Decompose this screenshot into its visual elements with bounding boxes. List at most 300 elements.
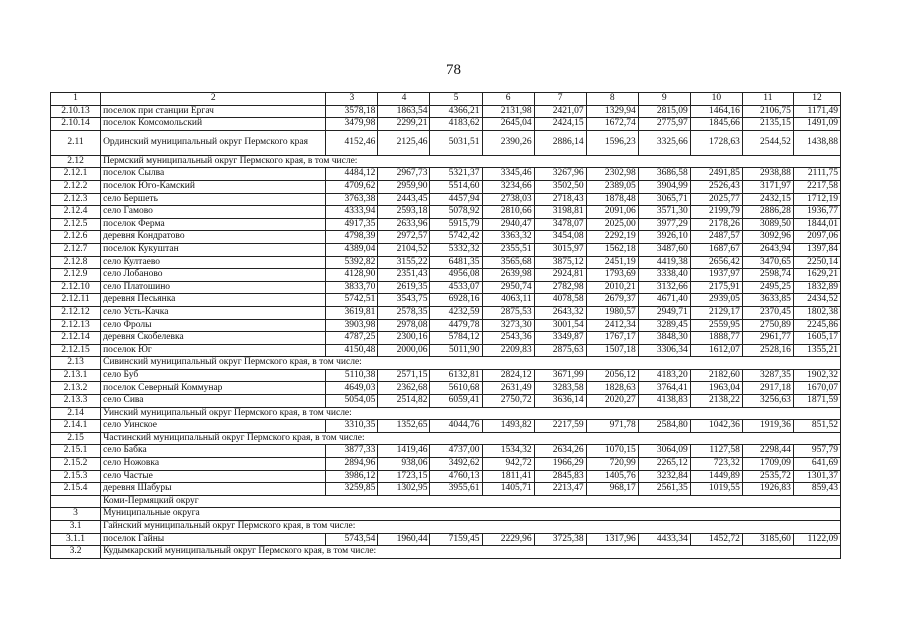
section-title-cell: Уинский муниципальный округ Пермского края, в том числе: [101,407,841,420]
value-cell: 3132,66 [638,281,690,294]
value-cell: 2561,35 [638,483,690,496]
value-cell: 4709,62 [326,180,378,193]
row-code-cell: 2.15 [51,432,101,445]
table-row [51,243,841,256]
value-cell: 1832,89 [793,281,840,294]
value-cell: 2056,12 [586,369,638,382]
value-cell: 2104,52 [378,243,430,256]
table-row [51,420,841,433]
value-cell: 1629,21 [793,269,840,282]
value-cell: 3619,81 [326,306,378,319]
value-cell: 720,99 [586,458,638,471]
row-name-cell: поселок Юго-Камский [101,180,326,193]
value-cell: 2738,03 [482,193,534,206]
value-cell: 1845,66 [690,118,742,131]
value-cell: 3487,60 [638,243,690,256]
table-row [51,118,841,131]
value-cell: 2938,88 [742,168,793,181]
row-code-cell: 2.12.14 [51,332,101,345]
column-number-cell: 8 [586,93,638,106]
section-row [51,546,841,559]
row-name-cell: село Гамово [101,206,326,219]
value-cell: 2886,14 [534,130,586,155]
column-number-cell: 9 [638,93,690,106]
value-cell: 1888,77 [690,332,742,345]
table-row [51,105,841,118]
value-cell: 2924,81 [534,269,586,282]
row-name-cell: поселок Ферма [101,218,326,231]
value-cell: 1793,69 [586,269,638,282]
value-cell: 2178,26 [690,218,742,231]
value-cell: 2432,15 [742,193,793,206]
section-title-cell: Кудымкарский муниципальный округ Пермского края, в том числе: [101,546,841,559]
table-row [51,206,841,219]
value-cell: 2020,27 [586,395,638,408]
value-cell: 2175,91 [690,281,742,294]
value-cell: 1171,49 [793,105,840,118]
value-cell: 1863,54 [378,105,430,118]
value-cell: 2355,51 [482,243,534,256]
value-cell: 4128,90 [326,269,378,282]
value-cell: 3338,40 [638,269,690,282]
value-cell: 7159,45 [430,533,482,546]
value-cell: 2598,74 [742,269,793,282]
value-cell: 1926,83 [742,483,793,496]
row-name-cell: село Лобаново [101,269,326,282]
table-row [51,130,841,155]
value-cell: 2209,83 [482,344,534,357]
value-cell: 4533,07 [430,281,482,294]
value-cell: 1596,23 [586,130,638,155]
table-row [51,256,841,269]
value-cell: 2845,83 [534,470,586,483]
value-cell: 4649,03 [326,382,378,395]
value-cell: 2875,63 [534,344,586,357]
value-cell: 3256,63 [742,395,793,408]
value-cell: 2302,98 [586,168,638,181]
value-cell: 2111,75 [793,168,840,181]
column-number-cell: 2 [101,93,326,106]
row-name-cell: поселок Сылва [101,168,326,181]
column-number-row [51,93,841,106]
value-cell: 1070,15 [586,445,638,458]
value-cell: 3259,85 [326,483,378,496]
row-code-cell: 2.12.7 [51,243,101,256]
value-cell: 3986,12 [326,470,378,483]
section-title-cell: Сивинский муниципальный округ Пермского края, в том числе: [101,357,841,370]
value-cell: 3273,30 [482,319,534,332]
value-cell: 3015,97 [534,243,586,256]
value-cell: 5011,90 [430,344,482,357]
value-cell: 1936,77 [793,206,840,219]
value-cell: 4484,12 [326,168,378,181]
value-cell: 3349,87 [534,332,586,345]
value-cell: 2097,06 [793,231,840,244]
value-cell: 3875,12 [534,256,586,269]
value-cell: 2643,94 [742,243,793,256]
value-cell: 2544,52 [742,130,793,155]
row-code-cell: 2.14.1 [51,420,101,433]
value-cell: 971,78 [586,420,638,433]
value-cell: 1464,16 [690,105,742,118]
value-cell: 2526,43 [690,180,742,193]
value-cell: 2217,59 [534,420,586,433]
table-row [51,332,841,345]
value-cell: 2451,19 [586,256,638,269]
value-cell: 2434,52 [793,294,840,307]
section-title-cell: Коми-Пермяцкий округ [101,495,841,508]
value-cell: 3283,58 [534,382,586,395]
value-cell: 942,72 [482,458,534,471]
section-row [51,155,841,168]
table-row [51,445,841,458]
value-cell: 4063,11 [482,294,534,307]
value-cell: 2390,26 [482,130,534,155]
value-cell: 851,52 [793,420,840,433]
value-cell: 2217,58 [793,180,840,193]
value-cell: 5031,51 [430,130,482,155]
value-cell: 1672,74 [586,118,638,131]
value-cell: 4787,25 [326,332,378,345]
value-cell: 1562,18 [586,243,638,256]
value-cell: 1612,07 [690,344,742,357]
value-cell: 3543,75 [378,294,430,307]
value-cell: 2578,35 [378,306,430,319]
value-cell: 1419,46 [378,445,430,458]
value-cell: 2129,17 [690,306,742,319]
value-cell: 4956,08 [430,269,482,282]
value-cell: 2633,96 [378,218,430,231]
value-cell: 1491,09 [793,118,840,131]
value-cell: 2782,98 [534,281,586,294]
value-cell: 1405,76 [586,470,638,483]
row-name-cell: Ординский муниципальный округ Пермского края [101,130,326,155]
value-cell: 3633,85 [742,294,793,307]
value-cell: 2961,77 [742,332,793,345]
value-cell: 2824,12 [482,369,534,382]
value-cell: 2950,74 [482,281,534,294]
value-cell: 1828,63 [586,382,638,395]
row-name-cell: поселок Юг [101,344,326,357]
value-cell: 3232,84 [638,470,690,483]
value-cell: 3001,54 [534,319,586,332]
value-cell: 3306,34 [638,344,690,357]
row-code-cell: 2.15.2 [51,458,101,471]
value-cell: 5110,38 [326,369,378,382]
row-code-cell: 2.14 [51,407,101,420]
value-cell: 1767,17 [586,332,638,345]
value-cell: 3565,68 [482,256,534,269]
value-cell: 2959,90 [378,180,430,193]
value-cell: 723,32 [690,458,742,471]
value-cell: 3287,35 [742,369,793,382]
value-cell: 6059,41 [430,395,482,408]
value-cell: 2571,15 [378,369,430,382]
value-cell: 1352,65 [378,420,430,433]
value-cell: 2750,89 [742,319,793,332]
value-cell: 1919,36 [742,420,793,433]
value-cell: 3267,96 [534,168,586,181]
value-cell: 3833,70 [326,281,378,294]
value-cell: 3234,66 [482,180,534,193]
value-cell: 2593,18 [378,206,430,219]
row-code-cell: 3 [51,508,101,521]
table-row [51,533,841,546]
row-name-cell: поселок Комсомольский [101,118,326,131]
column-number-cell: 12 [793,93,840,106]
row-code-cell: 2.12 [51,155,101,168]
value-cell: 3977,29 [638,218,690,231]
value-cell: 3848,30 [638,332,690,345]
value-cell: 2424,15 [534,118,586,131]
value-cell: 3310,35 [326,420,378,433]
value-cell: 641,69 [793,458,840,471]
value-cell: 2000,06 [378,344,430,357]
value-cell: 4457,94 [430,193,482,206]
value-cell: 2949,71 [638,306,690,319]
value-cell: 2939,05 [690,294,742,307]
value-cell: 2894,96 [326,458,378,471]
value-cell: 5742,42 [430,231,482,244]
value-cell: 3479,98 [326,118,378,131]
row-code-cell: 2.15.3 [51,470,101,483]
table-row [51,231,841,244]
value-cell: 2298,44 [742,445,793,458]
table-row [51,319,841,332]
row-name-cell: поселок Северный Коммунар [101,382,326,395]
row-code-cell: 2.12.12 [51,306,101,319]
value-cell: 3492,62 [430,458,482,471]
value-cell: 1507,18 [586,344,638,357]
value-cell: 1687,67 [690,243,742,256]
row-code-cell: 2.12.1 [51,168,101,181]
value-cell: 6928,16 [430,294,482,307]
section-row [51,508,841,521]
value-cell: 3363,32 [482,231,534,244]
value-cell: 2106,75 [742,105,793,118]
value-cell: 2528,16 [742,344,793,357]
value-cell: 3877,33 [326,445,378,458]
value-cell: 2370,45 [742,306,793,319]
value-cell: 3904,99 [638,180,690,193]
table-body [51,93,841,559]
row-code-cell: 2.15.4 [51,483,101,496]
column-number-cell: 3 [326,93,378,106]
row-code-cell: 2.12.10 [51,281,101,294]
value-cell: 3325,66 [638,130,690,155]
value-cell: 1397,84 [793,243,840,256]
value-cell: 2010,21 [586,281,638,294]
value-cell: 2940,47 [482,218,534,231]
value-cell: 2815,09 [638,105,690,118]
row-code-cell: 2.12.3 [51,193,101,206]
value-cell: 2299,21 [378,118,430,131]
row-code-cell: 2.12.13 [51,319,101,332]
value-cell: 1728,63 [690,130,742,155]
row-code-cell: 2.12.6 [51,231,101,244]
value-cell: 4479,78 [430,319,482,332]
value-cell: 1449,89 [690,470,742,483]
row-code-cell: 2.13.1 [51,369,101,382]
column-number-cell: 11 [742,93,793,106]
row-code-cell: 2.13 [51,357,101,370]
value-cell: 4671,40 [638,294,690,307]
value-cell: 5915,79 [430,218,482,231]
row-code-cell: 2.13.2 [51,382,101,395]
value-cell: 4232,59 [430,306,482,319]
value-cell: 2199,79 [690,206,742,219]
value-cell: 2631,49 [482,382,534,395]
value-cell: 3065,71 [638,193,690,206]
value-cell: 4150,48 [326,344,378,357]
value-cell: 4183,62 [430,118,482,131]
value-cell: 2559,95 [690,319,742,332]
value-cell: 968,17 [586,483,638,496]
value-cell: 2514,82 [378,395,430,408]
row-name-cell: село Платошино [101,281,326,294]
row-name-cell: деревня Скобелевка [101,332,326,345]
value-cell: 2718,43 [534,193,586,206]
table-row [51,369,841,382]
value-cell: 2182,60 [690,369,742,382]
value-cell: 3926,10 [638,231,690,244]
value-cell: 3185,60 [742,533,793,546]
value-cell: 5054,05 [326,395,378,408]
value-cell: 2886,28 [742,206,793,219]
value-cell: 2917,18 [742,382,793,395]
value-cell: 1605,17 [793,332,840,345]
value-cell: 1712,19 [793,193,840,206]
table-row [51,193,841,206]
value-cell: 1723,15 [378,470,430,483]
value-cell: 3502,50 [534,180,586,193]
value-cell: 1317,96 [586,533,638,546]
row-code-cell: 3.2 [51,546,101,559]
value-cell: 1963,04 [690,382,742,395]
value-cell: 3345,46 [482,168,534,181]
row-code-cell: 2.12.11 [51,294,101,307]
value-cell: 3289,45 [638,319,690,332]
value-cell: 2443,45 [378,193,430,206]
value-cell: 1811,41 [482,470,534,483]
value-cell: 2389,05 [586,180,638,193]
value-cell: 1709,09 [742,458,793,471]
value-cell: 3764,41 [638,382,690,395]
value-cell: 2619,35 [378,281,430,294]
value-cell: 1438,88 [793,130,840,155]
value-cell: 6481,35 [430,256,482,269]
value-cell: 3671,99 [534,369,586,382]
value-cell: 2362,68 [378,382,430,395]
value-cell: 2967,73 [378,168,430,181]
value-cell: 5742,51 [326,294,378,307]
row-code-cell: 2.12.8 [51,256,101,269]
value-cell: 1452,72 [690,533,742,546]
column-number-cell: 5 [430,93,482,106]
value-cell: 3686,58 [638,168,690,181]
row-name-cell: поселок Кукуштан [101,243,326,256]
value-cell: 3955,61 [430,483,482,496]
value-cell: 2656,42 [690,256,742,269]
section-title-cell: Частинский муниципальный округ Пермского края, в том числе: [101,432,841,445]
value-cell: 3578,18 [326,105,378,118]
value-cell: 3089,50 [742,218,793,231]
table-row [51,281,841,294]
value-cell: 2679,37 [586,294,638,307]
value-cell: 5392,82 [326,256,378,269]
value-cell: 2643,32 [534,306,586,319]
value-cell: 2487,57 [690,231,742,244]
row-code-cell: 2.11 [51,130,101,155]
value-cell: 2584,80 [638,420,690,433]
value-cell: 3903,98 [326,319,378,332]
section-title-cell: Пермский муниципальный округ Пермского края, в том числе: [101,155,841,168]
value-cell: 2245,86 [793,319,840,332]
value-cell: 5332,32 [430,243,482,256]
value-cell: 2491,85 [690,168,742,181]
value-cell: 1966,29 [534,458,586,471]
table-row [51,306,841,319]
section-title-cell: Муниципальные округа [101,508,841,521]
value-cell: 2639,98 [482,269,534,282]
table-row [51,483,841,496]
value-cell: 4917,35 [326,218,378,231]
tariff-table [50,92,841,559]
table-row [51,344,841,357]
table-row [51,269,841,282]
value-cell: 2213,47 [534,483,586,496]
row-code-cell: 2.10.13 [51,105,101,118]
value-cell: 2634,26 [534,445,586,458]
value-cell: 4138,83 [638,395,690,408]
value-cell: 3171,97 [742,180,793,193]
row-name-cell: село Култаево [101,256,326,269]
value-cell: 5610,68 [430,382,482,395]
value-cell: 2265,12 [638,458,690,471]
value-cell: 3571,30 [638,206,690,219]
value-cell: 2875,53 [482,306,534,319]
value-cell: 1960,44 [378,533,430,546]
row-code-cell: 2.13.3 [51,395,101,408]
row-name-cell: село Уинское [101,420,326,433]
row-code-cell [51,495,101,508]
row-code-cell: 3.1 [51,521,101,534]
row-name-cell: поселок Гайны [101,533,326,546]
row-code-cell: 2.12.9 [51,269,101,282]
value-cell: 2300,16 [378,332,430,345]
row-code-cell: 2.12.15 [51,344,101,357]
value-cell: 5078,92 [430,206,482,219]
value-cell: 5784,12 [430,332,482,345]
value-cell: 4333,94 [326,206,378,219]
table-row [51,382,841,395]
value-cell: 4044,76 [430,420,482,433]
value-cell: 4389,04 [326,243,378,256]
value-cell: 1980,57 [586,306,638,319]
value-cell: 2495,25 [742,281,793,294]
row-code-cell: 2.10.14 [51,118,101,131]
page-number: 78 [446,62,461,78]
value-cell: 3155,22 [378,256,430,269]
value-cell: 2125,46 [378,130,430,155]
value-cell: 1670,07 [793,382,840,395]
row-name-cell: село Ножовка [101,458,326,471]
column-number-cell: 6 [482,93,534,106]
value-cell: 938,06 [378,458,430,471]
value-cell: 3478,07 [534,218,586,231]
value-cell: 1493,82 [482,420,534,433]
value-cell: 1042,36 [690,420,742,433]
